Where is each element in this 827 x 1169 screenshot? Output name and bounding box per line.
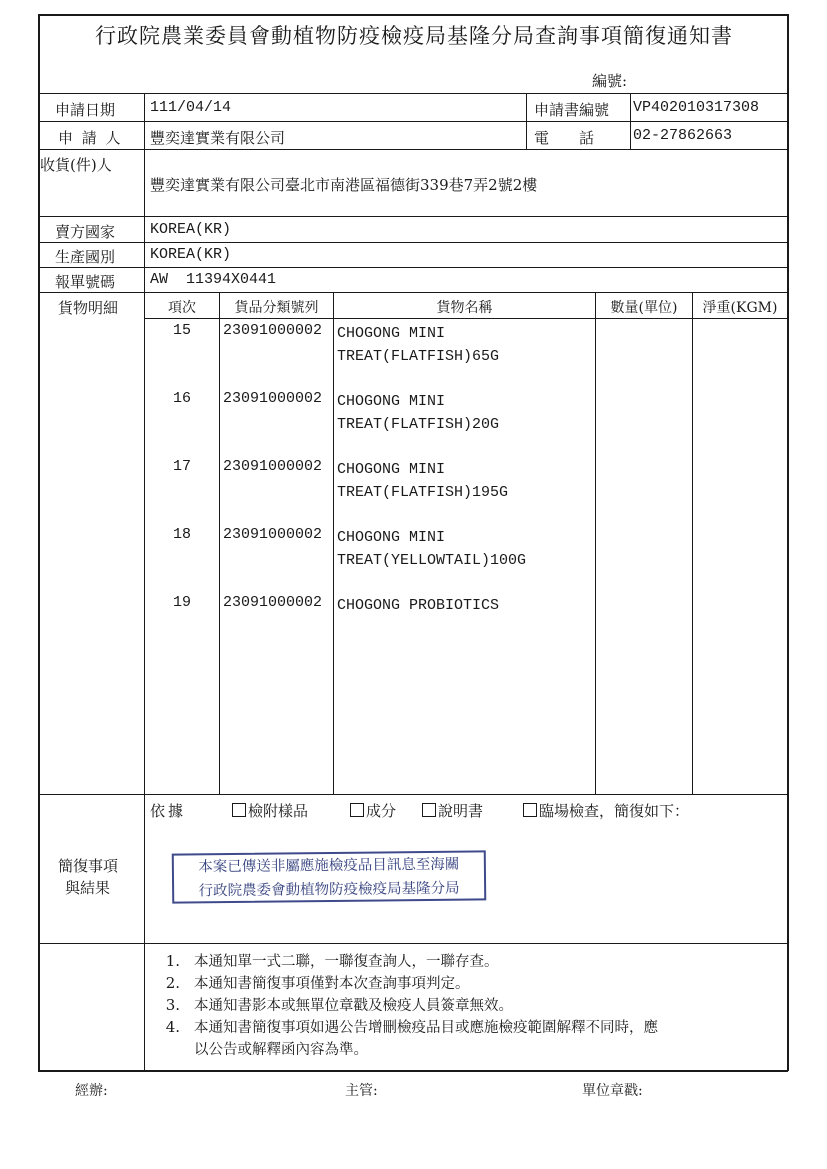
consignee-label: 收貨(件)人 [40, 156, 112, 174]
checkbox-icon[interactable] [523, 803, 537, 817]
note-number: 2. [165, 974, 180, 992]
note-text: 本通知單一式二聯，一聯復查詢人，一聯存查。 [194, 954, 499, 970]
rule [38, 149, 788, 150]
goods-hs-code: 23091000002 [223, 322, 323, 339]
note-text: 以公告或解釋函內容為準。 [194, 1042, 368, 1058]
note-text: 本通知書簡復事項如遇公告增刪檢疫品目或應施檢疫範圍解釋不同時，應 [194, 1020, 658, 1036]
goods-item-number: 16 [172, 390, 191, 407]
goods-name-line-1: CHOGONG MINI [337, 325, 446, 342]
rule [144, 93, 145, 1070]
checkbox-icon[interactable] [350, 803, 364, 817]
stamp-line-1: 本案已傳送非屬應施檢疫品目訊息至海關 [198, 856, 460, 876]
goods-hs-code: 23091000002 [223, 526, 323, 543]
goods-item-number: 17 [172, 458, 191, 475]
rule [38, 216, 788, 217]
origin-label: 生產國別 [55, 248, 116, 266]
apply-date-label: 申請日期 [55, 101, 116, 119]
note-number: 1. [165, 952, 180, 970]
border-bottom [38, 1070, 788, 1072]
phone: 02-27862663 [633, 127, 733, 144]
goods-name-line-2: TREAT(FLATFISH)65G [337, 348, 500, 365]
checkbox-icon[interactable] [422, 803, 436, 817]
col-quantity: 數量(單位) [610, 300, 678, 316]
note-text: 本通知書影本或無單位章戳及檢疫人員簽章無效。 [194, 998, 513, 1014]
goods-name-line-1: CHOGONG PROBIOTICS [337, 597, 500, 614]
option-onsite-inspection[interactable]: 臨場檢查，簡復如下： [523, 800, 689, 821]
consignee: 豐奕達實業有限公司臺北市南港區福德街339巷7弄2號2樓 [150, 176, 538, 194]
rule [630, 93, 631, 149]
goods-name-line-1: CHOGONG MINI [337, 461, 446, 478]
unit-seal-label: 單位章戳: [582, 1083, 643, 1099]
goods-item-number: 18 [172, 526, 191, 543]
seller-country-label: 賣方國家 [55, 223, 116, 241]
form-no-label: 申請書編號 [534, 101, 610, 119]
rule [333, 292, 334, 794]
note-number: 3. [165, 996, 180, 1014]
goods-name-line-2: TREAT(YELLOWTAIL)100G [337, 552, 527, 569]
seller-country: KOREA(KR) [150, 221, 232, 238]
phone-label: 電 話 [534, 129, 595, 147]
goods-name-line-2: TREAT(FLATFISH)195G [337, 484, 509, 501]
goods-hs-code: 23091000002 [223, 390, 323, 407]
border-top [38, 14, 788, 16]
applicant: 豐奕達實業有限公司 [150, 129, 286, 147]
rule [38, 794, 788, 795]
goods-item-number: 15 [172, 322, 191, 339]
col-hs-code: 貨品分類號列 [234, 300, 319, 316]
rule [38, 121, 788, 122]
border-right [787, 14, 789, 1071]
goods-section-label: 貨物明細 [58, 299, 119, 317]
rule [38, 943, 788, 944]
handler-label: 經辦: [75, 1083, 108, 1099]
goods-name-line-1: CHOGONG MINI [337, 393, 446, 410]
rule [38, 267, 788, 268]
apply-date: 111/04/14 [150, 99, 232, 116]
rule [692, 292, 693, 794]
col-name: 貨物名稱 [436, 300, 493, 316]
reply-stamp [172, 850, 487, 903]
stamp-line-2: 行政院農委會動植物防疫檢疫局基隆分局 [198, 880, 460, 900]
option-ingredients[interactable]: 成分 [350, 800, 396, 821]
origin: KOREA(KR) [150, 246, 232, 263]
serial-label: 編號: [592, 72, 628, 90]
basis-label: 依據 [150, 802, 187, 820]
reply-label-1: 簡復事項 [58, 857, 119, 875]
note-number: 4. [165, 1018, 180, 1036]
rule [595, 292, 596, 794]
reply-label-2: 與結果 [65, 879, 111, 897]
goods-name-line-1: CHOGONG MINI [337, 529, 446, 546]
option-sample[interactable]: 檢附樣品 [232, 800, 308, 821]
form-no: VP402010317308 [633, 99, 760, 116]
supervisor-label: 主管: [345, 1083, 378, 1099]
applicant-label: 申 請 人 [58, 129, 123, 147]
rule [38, 292, 788, 293]
rule [219, 292, 220, 794]
goods-hs-code: 23091000002 [223, 458, 323, 475]
option-manual[interactable]: 說明書 [422, 800, 483, 821]
note-text: 本通知書簡復事項僅對本次查詢事項判定。 [194, 976, 470, 992]
checkbox-icon[interactable] [232, 803, 246, 817]
declaration-label: 報單號碼 [55, 273, 116, 291]
goods-name-line-2: TREAT(FLATFISH)20G [337, 416, 500, 433]
rule [38, 242, 788, 243]
form-title: 行政院農業委員會動植物防疫檢疫局基隆分局查詢事項簡復通知書 [95, 24, 733, 48]
rule [526, 93, 527, 149]
goods-hs-code: 23091000002 [223, 594, 323, 611]
declaration-no: AW 11394X0441 [150, 271, 277, 288]
goods-item-number: 19 [172, 594, 191, 611]
col-net-weight: 淨重(KGM) [702, 300, 778, 316]
rule [38, 93, 788, 94]
col-item: 項次 [168, 300, 196, 316]
